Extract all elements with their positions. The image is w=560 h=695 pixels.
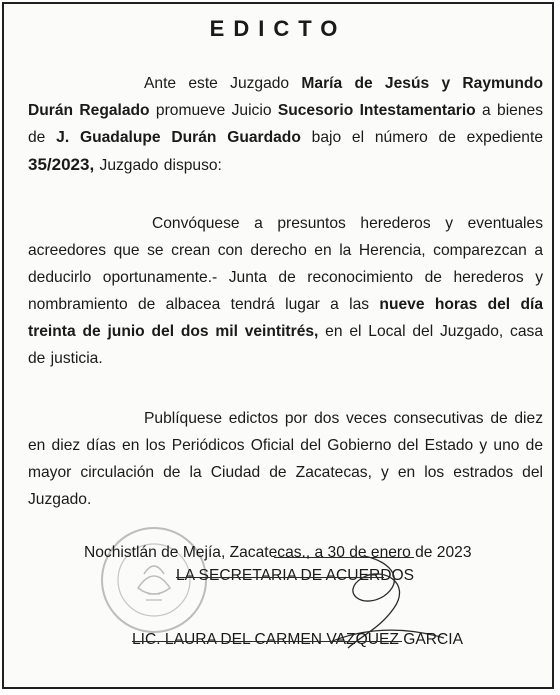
- hearing-datetime: nueve horas del día treinta de junio del dos mil veintitrés,: [28, 296, 543, 340]
- intro-text-2: promueve Juicio: [149, 102, 278, 119]
- signature-stroke: [132, 641, 402, 642]
- convocation-text-2: en el Local del Juzgado, casa de justicia.: [28, 323, 543, 367]
- paragraph-publication: Publíquese edictos por dos veces consecutivas de diez en diez días en los Periódicos Oficial del Gobierno del Estado y uno de mayor circulación de la Ciudad de Zacatecas, y en los estrados del Juzgado.: [28, 410, 543, 508]
- case-number: 35/2023,: [28, 155, 95, 174]
- paragraph-intro: [28, 70, 543, 179]
- secretary-title: LA SECRETARIA DE ACUERDOS: [176, 567, 415, 584]
- intro-text-4: bajo el número de expediente: [300, 129, 543, 146]
- intro-text-5: Juzgado dispuso:: [94, 157, 222, 174]
- place-date: Nochistlán de Mejía, Zacatecas., a 30 de enero de 2023: [84, 544, 472, 561]
- intro-text-1: Ante este Juzgado: [144, 75, 302, 92]
- intro-text-3: a bienes de: [28, 102, 543, 146]
- deceased-name: J. Guadalupe Durán Guardado: [56, 129, 301, 146]
- trial-type: Sucesorio Intestamentario: [277, 102, 476, 119]
- convocation-text-1: Convóquese a presuntos herederos y eventuales acreedores que se crean con derecho en la Herencia, comparezcan a deducirlo oportunamente.- Junta de reconocimiento de herederos y nombramiento de albacea tendrá lugar a las: [28, 215, 543, 313]
- paragraph-convocation: [28, 210, 543, 372]
- petitioner-names: María de Jesús y Raymundo Durán Regalado: [28, 75, 543, 119]
- secretary-name: LIC. LAURA DEL CARMEN VAZQUEZ GARCIA: [132, 631, 464, 648]
- edict-document: [2, 2, 554, 689]
- document-title: EDICTO: [209, 16, 347, 41]
